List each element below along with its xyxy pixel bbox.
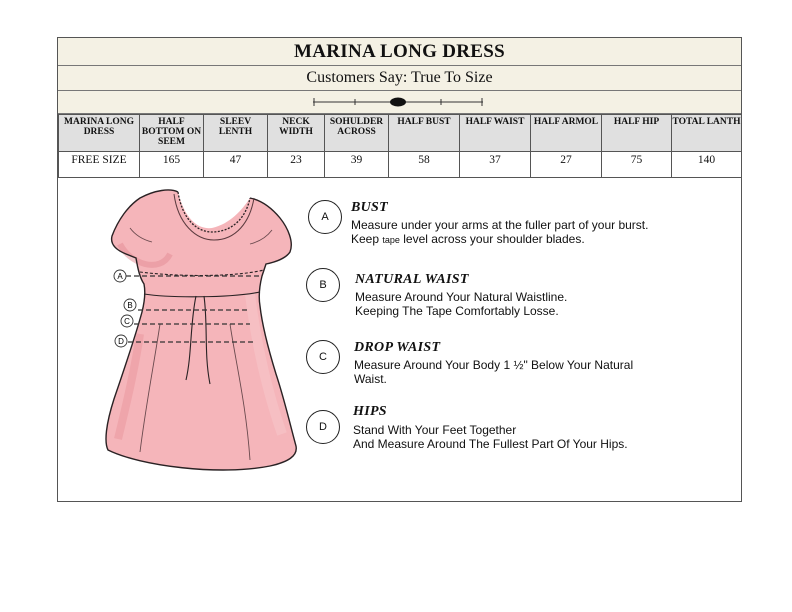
table-header-row: [59, 115, 742, 152]
table-cell: 165: [140, 152, 204, 178]
table-cell: FREE SIZE: [59, 152, 140, 178]
measure-a-line2-start: Keep: [351, 232, 383, 246]
measure-b-line1: Measure Around Your Natural Waistline.: [355, 290, 568, 304]
marker-a: [114, 270, 126, 282]
measure-c-line1: Measure Around Your Body 1 ½" Below Your Natural: [354, 358, 634, 372]
measure-c-title: DROP WAIST: [354, 340, 441, 355]
column-header: NECK WIDTH: [268, 115, 325, 152]
measure-d-badge: D: [306, 410, 340, 444]
measure-d-line1: Stand With Your Feet Together: [353, 423, 517, 437]
measure-a-line1: Measure under your arms at the fuller part of your burst.: [351, 218, 649, 232]
marker-d: [115, 335, 127, 347]
table-cell: 140: [672, 152, 742, 178]
fit-subtitle: Customers Say: True To Size: [58, 66, 741, 91]
measure-d-line2: And Measure Around The Fullest Part Of Your Hips.: [353, 437, 628, 451]
table-row: [59, 152, 742, 178]
measure-a-badge: A: [308, 200, 342, 234]
column-header: HALF BOTTOM ON SEEM: [140, 115, 204, 152]
ornament-band: [58, 91, 741, 114]
column-header: HALF WAIST: [460, 115, 531, 152]
table-cell: 58: [389, 152, 460, 178]
measure-a-line2-end: level across your shoulder blades.: [399, 232, 585, 246]
divider-ornament-icon: [313, 95, 483, 109]
product-title: MARINA LONG DRESS: [58, 38, 741, 66]
table-cell: 39: [325, 152, 389, 178]
measure-c-line2: Waist.: [354, 372, 387, 386]
measure-c-badge: C: [306, 340, 340, 374]
table-cell: 23: [268, 152, 325, 178]
size-table: [58, 114, 742, 178]
svg-text:D: D: [118, 337, 124, 346]
table-cell: 47: [204, 152, 268, 178]
dress-measurement-illustration: [100, 184, 340, 494]
marker-b: [124, 299, 136, 311]
column-header: HALF ARMOL: [531, 115, 602, 152]
measure-a-title: BUST: [351, 200, 388, 215]
column-header: TOTAL LANTH: [672, 115, 742, 152]
svg-text:B: B: [127, 301, 133, 310]
column-header: SOHULDER ACROSS: [325, 115, 389, 152]
measure-a-line2: [351, 232, 585, 247]
column-header: HALF BUST: [389, 115, 460, 152]
measure-a-line2-small: tape: [382, 235, 400, 245]
marker-c: [121, 315, 133, 327]
measure-d-title: HIPS: [353, 404, 387, 419]
measure-b-line2: Keeping The Tape Comfortably Losse.: [355, 304, 559, 318]
size-chart-sheet: [57, 37, 742, 502]
measure-b-title: NATURAL WAIST: [355, 272, 469, 287]
table-cell: 27: [531, 152, 602, 178]
dress-illustration-icon: [106, 190, 296, 470]
svg-text:A: A: [117, 272, 123, 281]
column-header: HALF HIP: [602, 115, 672, 152]
measure-b-badge: B: [306, 268, 340, 302]
column-header: MARINA LONG DRESS: [59, 115, 140, 152]
column-header: SLEEV LENTH: [204, 115, 268, 152]
svg-text:C: C: [124, 317, 130, 326]
table-cell: 37: [460, 152, 531, 178]
table-cell: 75: [602, 152, 672, 178]
